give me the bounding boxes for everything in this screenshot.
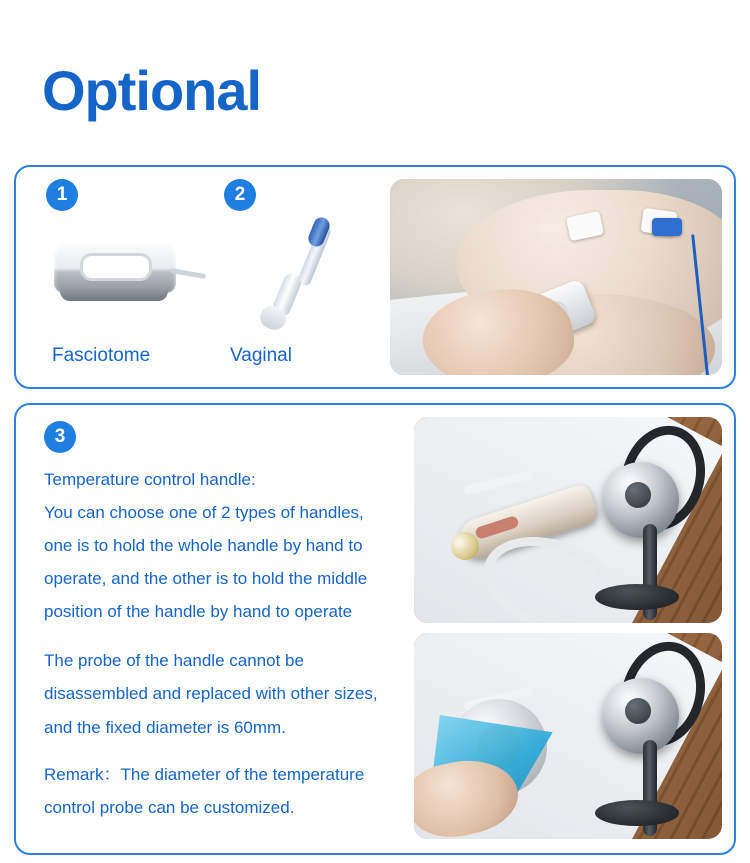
page-title: Optional [42,58,262,122]
accessory-label-2: Vaginal [230,344,292,366]
badge-number-3: 3 [44,421,76,453]
handle-remark-line-1: Remark：The diameter of the temperature [44,764,365,784]
page-root [0,38,750,863]
accessory-label-1: Fasciotome [52,344,151,366]
badge-number-1: 1 [46,179,78,211]
handle-line-3: operate, and the other is to hold the middle [44,569,368,589]
handle-line-4: position of the handle by hand to operate [44,602,353,622]
accessory-item-1 [28,179,206,375]
treatment-demo-photo [390,179,722,375]
handle-line-6: disassembled and replaced with other sizes, [44,684,378,704]
handle-photo-column [414,417,722,841]
handle-heading: Temperature control handle: [44,469,256,489]
handle-types-photo [414,417,722,623]
fasciotome-device-icon [46,219,206,339]
accessory-item-2 [206,179,384,375]
vaginal-probe-icon [224,219,384,339]
handle-line-2: one is to hold the whole handle by hand to [44,535,363,555]
temperature-handle-text [28,417,408,841]
optional-accessories-card [14,165,736,389]
temperature-handle-card [14,403,736,855]
handle-line-7: and the fixed diameter is 60mm. [44,717,286,737]
handle-remark-line-2: control probe can be customized. [44,797,295,817]
handle-line-5: The probe of the handle cannot be [44,651,304,671]
probe-detail-photo [414,633,722,839]
badge-number-2: 2 [224,179,256,211]
handle-line-1: You can choose one of 2 types of handles, [44,502,364,522]
